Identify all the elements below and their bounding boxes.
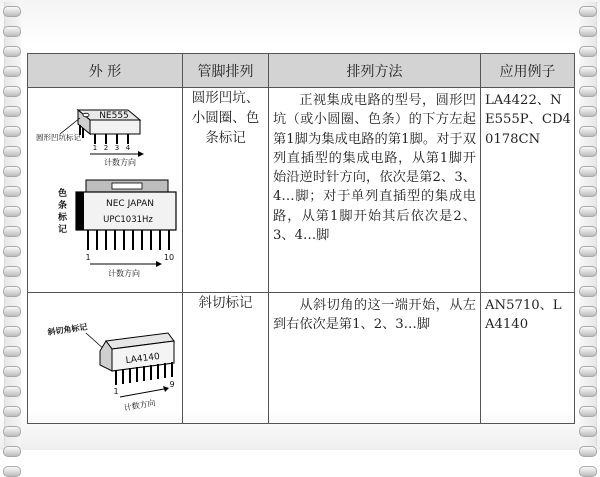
table-header-row <box>28 54 575 88</box>
binding-ring <box>3 26 21 37</box>
shape-cell-bevel <box>28 293 183 424</box>
binding-ring <box>579 126 597 137</box>
binding-ring <box>3 406 21 417</box>
stripe-caption-3: 标 <box>58 213 68 223</box>
binding-ring <box>3 346 21 357</box>
stripe-caption-4: 记 <box>58 225 68 235</box>
binding-ring <box>3 426 21 437</box>
arrangement-text: 斜切标记 <box>198 295 253 311</box>
left-binding-rings <box>3 6 21 446</box>
right-binding-rings <box>579 6 597 446</box>
binding-ring <box>3 446 21 457</box>
binding-ring <box>579 446 597 457</box>
binding-ring <box>579 246 597 257</box>
binding-ring <box>3 366 21 377</box>
pin-arrangement-table <box>27 53 575 424</box>
binding-ring <box>579 6 597 17</box>
dip-sip-diagram <box>28 88 183 288</box>
sip-pin-last: 10 <box>163 253 175 262</box>
binding-ring <box>579 286 597 297</box>
bevel-caption: 斜切角标记 <box>47 322 88 337</box>
method-text: 正视集成电路的型号，圆形凹坑（或小圆圈、色条）的下方左起第1脚为集成电路的第1脚。对于双列直插型的集成电路，从第1脚开始沿逆时针方向，依次是第2、3、4…脚；对于单列直插型的集成电路，从第1脚开始其后依次是2、3、4…脚 <box>273 93 476 244</box>
stripe-caption-1: 色 <box>58 189 68 199</box>
binding-ring <box>579 326 597 337</box>
dip-pin-1: 1 <box>92 144 98 152</box>
dip-notch-caption: 圆形凹坑标记 <box>36 133 81 142</box>
binding-ring <box>3 66 21 77</box>
bevel-chip-diagram <box>28 293 183 419</box>
shape-cell-dip-sip <box>28 88 183 293</box>
dip-chip-label: NE555 <box>99 111 129 121</box>
bevel-count-direction: 计数方向 <box>123 398 157 413</box>
binding-ring <box>3 186 21 197</box>
binding-ring <box>3 206 21 217</box>
binding-ring <box>579 146 597 157</box>
binding-ring <box>579 166 597 177</box>
sip-count-direction: 计数方向 <box>108 269 140 278</box>
binding-ring <box>3 226 21 237</box>
binding-ring <box>3 246 21 257</box>
binding-ring <box>3 106 21 117</box>
header-pin-arrangement: 管脚排列 <box>183 54 269 88</box>
binding-ring <box>3 46 21 57</box>
binding-ring <box>3 166 21 177</box>
sip-label-1: NEC JAPAN <box>106 199 154 209</box>
header-method: 排列方法 <box>269 54 481 88</box>
table-row <box>28 293 575 424</box>
dip-count-direction: 计数方向 <box>104 158 136 167</box>
binding-ring <box>579 266 597 277</box>
binding-ring <box>579 46 597 57</box>
bevel-pin-last: 9 <box>169 380 175 389</box>
table-row <box>28 88 575 293</box>
header-shape: 外 形 <box>28 54 183 88</box>
header-examples: 应用例子 <box>481 54 575 88</box>
sip-pin-first: 1 <box>85 253 91 262</box>
method-cell <box>269 293 481 424</box>
binding-ring <box>579 466 597 477</box>
dip-chip-drawing <box>36 110 144 167</box>
examples-cell <box>481 293 575 424</box>
binding-ring <box>579 26 597 37</box>
binding-ring <box>579 106 597 117</box>
binding-ring <box>579 406 597 417</box>
binding-ring <box>3 306 21 317</box>
binding-ring <box>579 366 597 377</box>
binding-ring <box>579 426 597 437</box>
slide-header-bar <box>0 0 600 45</box>
arrangement-text: 圆形凹坑、小圆圈、色条标记 <box>191 90 260 146</box>
binding-ring <box>3 286 21 297</box>
binding-ring <box>579 66 597 77</box>
binding-ring <box>579 186 597 197</box>
bevel-pin-first: 1 <box>113 387 119 396</box>
binding-ring <box>3 146 21 157</box>
binding-ring <box>3 266 21 277</box>
method-cell <box>269 88 481 293</box>
examples-text: AN5710、LA4140 <box>485 298 562 333</box>
stripe-caption-2: 条 <box>58 201 68 211</box>
examples-text: LA4422、NE555P、CD40178CN <box>485 93 571 147</box>
bevel-chip-label: LA4140 <box>125 351 161 367</box>
binding-ring <box>3 86 21 97</box>
sip-chip-drawing <box>57 180 176 278</box>
binding-ring <box>579 226 597 237</box>
binding-ring <box>579 206 597 217</box>
arrangement-cell <box>183 88 269 293</box>
binding-ring <box>3 126 21 137</box>
dip-pin-4: 4 <box>125 144 131 152</box>
dip-pin-2: 2 <box>103 144 109 152</box>
binding-ring <box>579 386 597 397</box>
binding-ring <box>579 306 597 317</box>
binding-ring <box>3 466 21 477</box>
binding-ring <box>579 346 597 357</box>
examples-cell <box>481 88 575 293</box>
binding-ring <box>3 6 21 17</box>
dip-pin-3: 3 <box>114 144 120 152</box>
binding-ring <box>3 326 21 337</box>
sip-label-2: UPC1031Hz <box>103 215 153 225</box>
binding-ring <box>3 386 21 397</box>
method-text: 从斜切角的这一端开始，从左到右依次是第1、2、3…脚 <box>273 298 476 333</box>
arrangement-cell <box>183 293 269 424</box>
binding-ring <box>579 86 597 97</box>
